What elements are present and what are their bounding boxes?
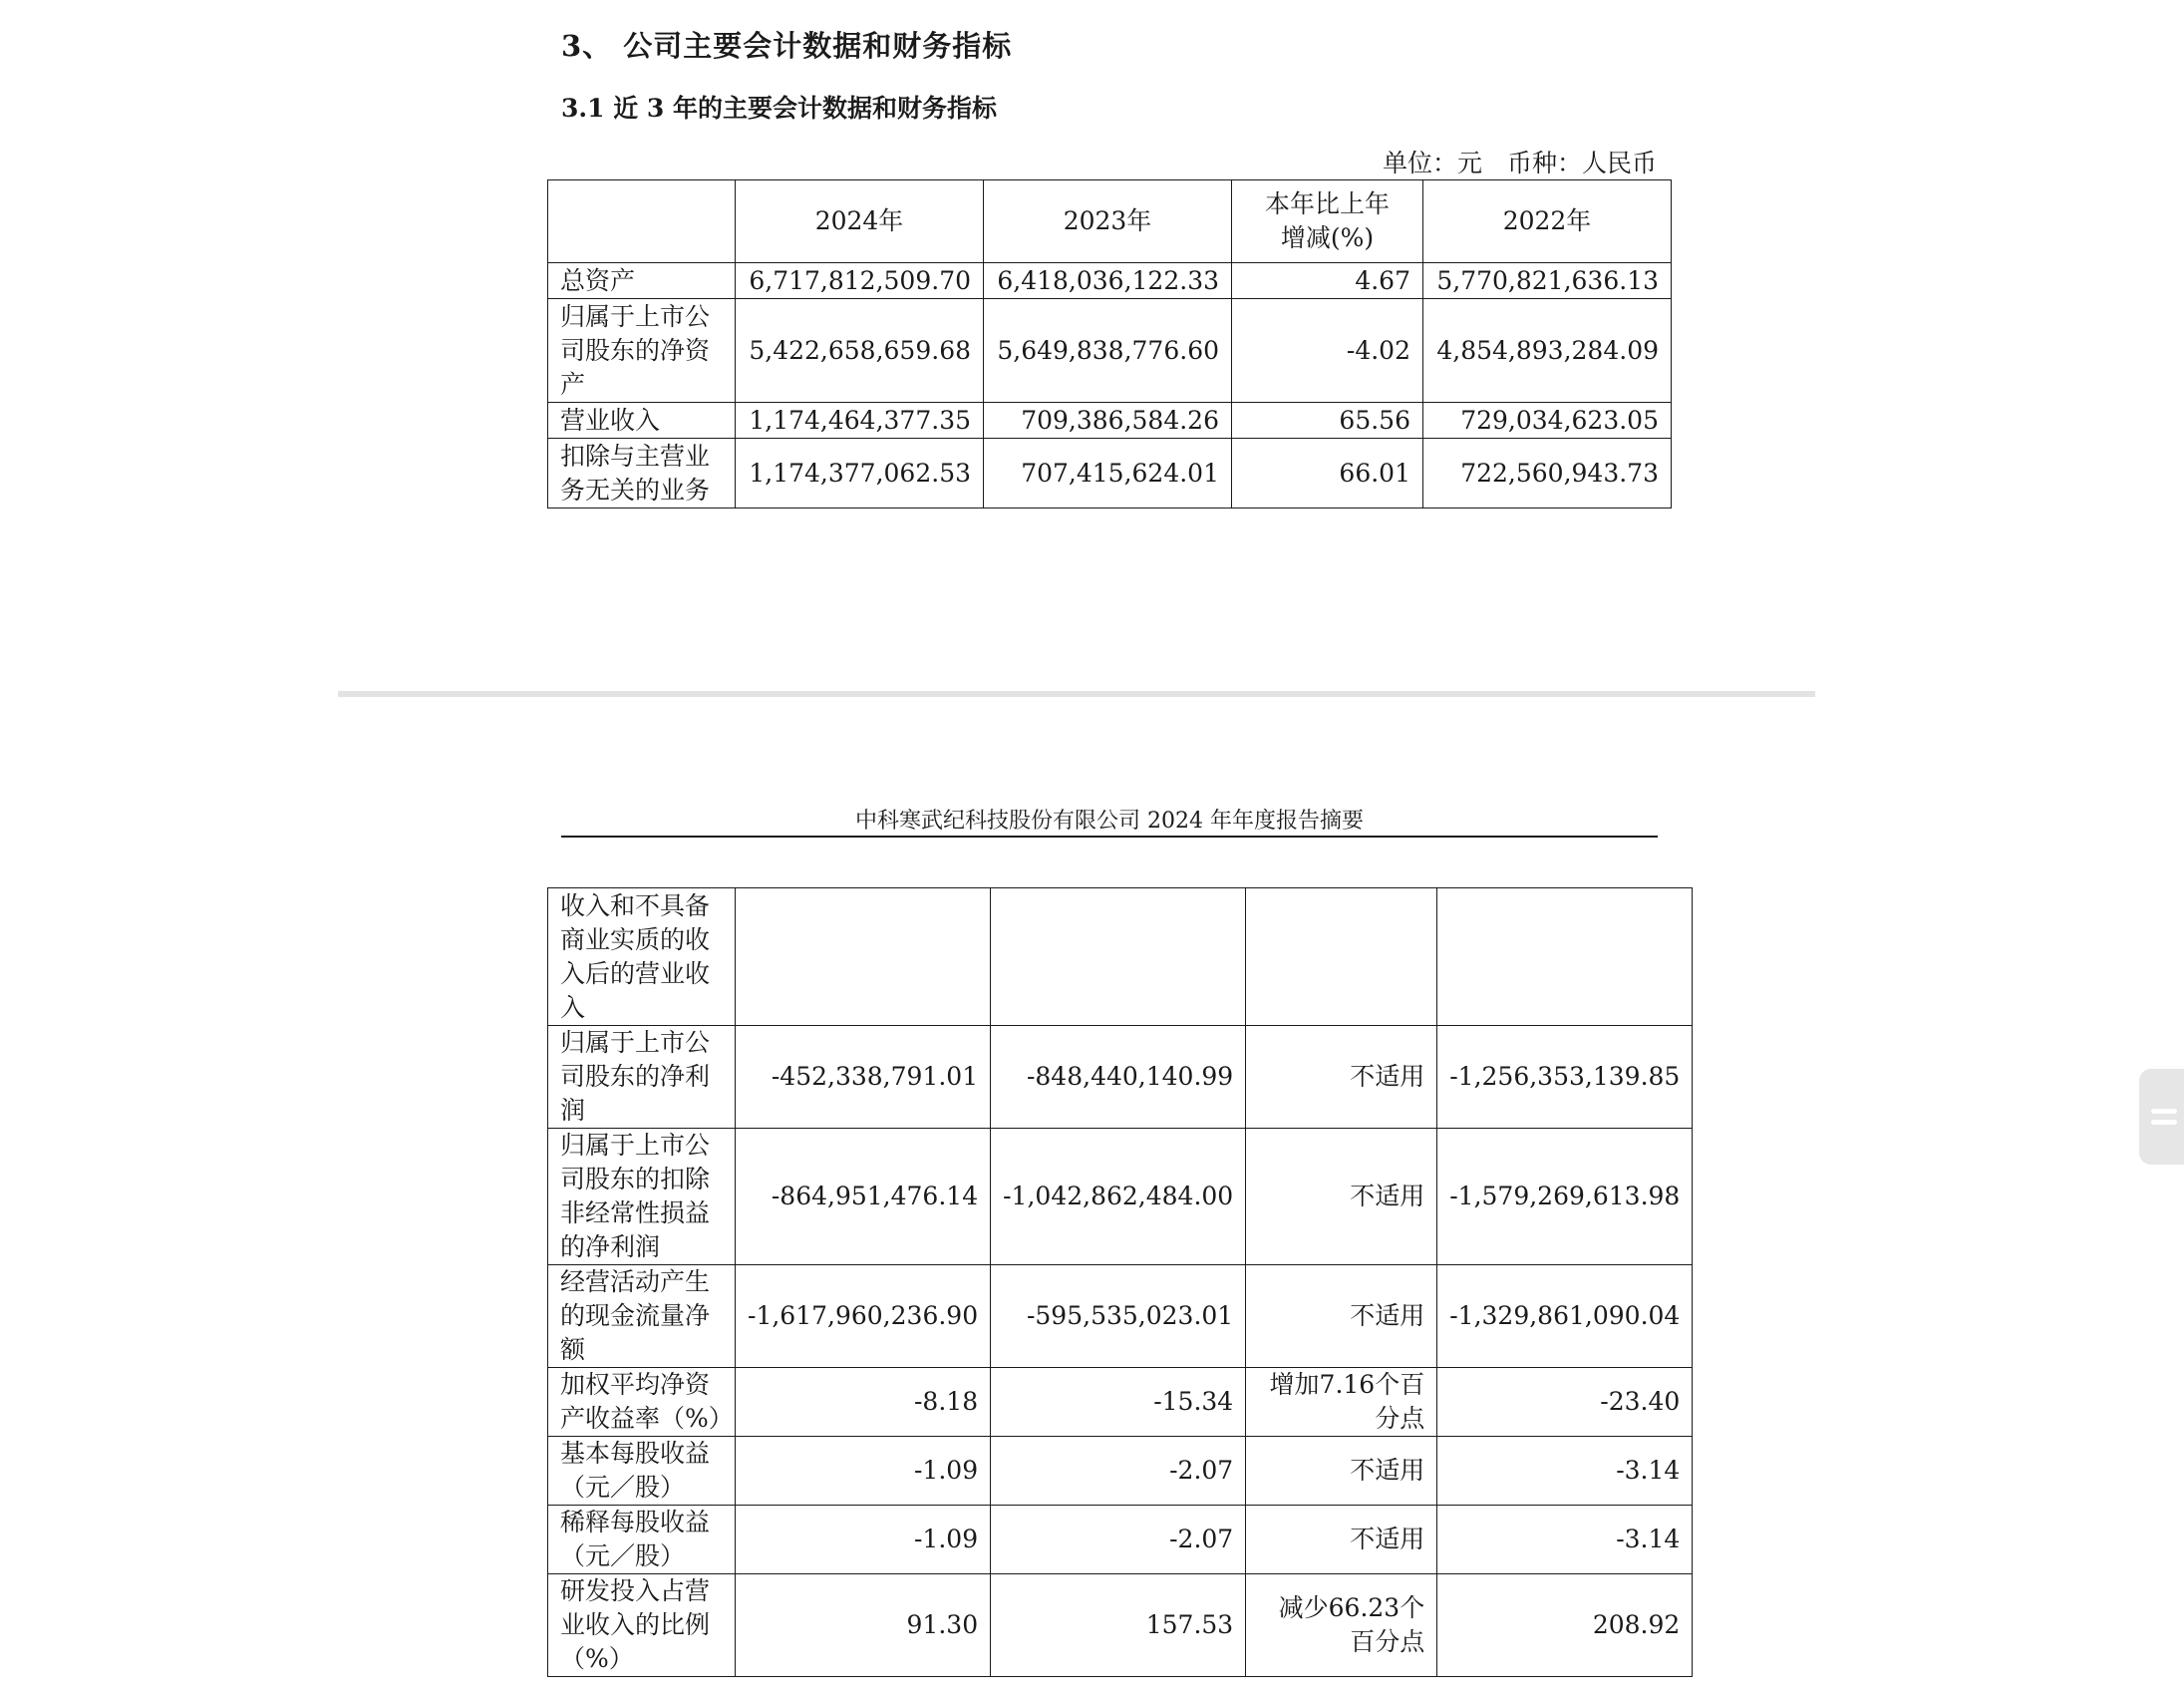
row-label: 加权平均净资产收益率（%） <box>548 1368 736 1437</box>
value-cell: 66.01 <box>1232 439 1423 509</box>
table-row <box>548 1026 1693 1129</box>
header-cell: 2022年 <box>1423 180 1672 263</box>
financial-table-part2 <box>547 887 1693 1677</box>
value-cell: 5,422,658,659.68 <box>736 299 984 403</box>
value-cell: -1,579,269,613.98 <box>1437 1129 1693 1265</box>
header-cell: 2024年 <box>736 180 984 263</box>
financial-table-part1 <box>547 179 1672 509</box>
menu-icon <box>2151 1120 2177 1125</box>
value-cell: -2.07 <box>991 1506 1246 1574</box>
value-cell: 65.56 <box>1232 403 1423 439</box>
value-cell: 5,770,821,636.13 <box>1423 263 1672 299</box>
row-label: 研发投入占营业收入的比例（%） <box>548 1574 736 1677</box>
value-cell: 1,174,464,377.35 <box>736 403 984 439</box>
value-cell: -1,329,861,090.04 <box>1437 1265 1693 1368</box>
value-cell: 不适用 <box>1246 1026 1437 1129</box>
row-label: 归属于上市公司股东的净利润 <box>548 1026 736 1129</box>
header-cell <box>548 180 736 263</box>
value-cell: 709,386,584.26 <box>984 403 1232 439</box>
row-label: 经营活动产生的现金流量净额 <box>548 1265 736 1368</box>
row-label: 归属于上市公司股东的净资产 <box>548 299 736 403</box>
value-cell: 707,415,624.01 <box>984 439 1232 509</box>
value-cell: -864,951,476.14 <box>736 1129 991 1265</box>
table-row <box>548 1574 1693 1677</box>
value-cell: -2.07 <box>991 1437 1246 1506</box>
table-row <box>548 439 1672 509</box>
table-header-row <box>548 180 1672 263</box>
row-label: 基本每股收益（元／股） <box>548 1437 736 1506</box>
table-row <box>548 1368 1693 1437</box>
value-cell: -3.14 <box>1437 1506 1693 1574</box>
value-cell: -848,440,140.99 <box>991 1026 1246 1129</box>
table-row <box>548 1506 1693 1574</box>
value-cell: 208.92 <box>1437 1574 1693 1677</box>
value-cell <box>736 888 991 1026</box>
running-header: 中科寒武纪科技股份有限公司 2024 年年度报告摘要 <box>855 809 1364 834</box>
value-cell <box>991 888 1246 1026</box>
value-cell: -1.09 <box>736 1506 991 1574</box>
report-page-top <box>0 0 2184 688</box>
table-row <box>548 1437 1693 1506</box>
table-row <box>548 1129 1693 1265</box>
row-label: 总资产 <box>548 263 736 299</box>
value-cell: 6,418,036,122.33 <box>984 263 1232 299</box>
value-cell: 4.67 <box>1232 263 1423 299</box>
menu-icon <box>2151 1109 2177 1114</box>
value-cell: -1.09 <box>736 1437 991 1506</box>
value-cell: 722,560,943.73 <box>1423 439 1672 509</box>
page-divider <box>338 691 1815 697</box>
value-cell: 1,174,377,062.53 <box>736 439 984 509</box>
value-cell: 6,717,812,509.70 <box>736 263 984 299</box>
value-cell: 不适用 <box>1246 1129 1437 1265</box>
value-cell: 729,034,623.05 <box>1423 403 1672 439</box>
table-row <box>548 1265 1693 1368</box>
value-cell: -23.40 <box>1437 1368 1693 1437</box>
value-cell: 不适用 <box>1246 1265 1437 1368</box>
row-label: 稀释每股收益（元／股） <box>548 1506 736 1574</box>
value-cell: -3.14 <box>1437 1437 1693 1506</box>
value-cell <box>1437 888 1693 1026</box>
row-label: 扣除与主营业务无关的业务 <box>548 439 736 509</box>
value-cell: 减少66.23个百分点 <box>1246 1574 1437 1677</box>
header-rule <box>561 836 1658 838</box>
value-cell: -452,338,791.01 <box>736 1026 991 1129</box>
value-cell: -1,256,353,139.85 <box>1437 1026 1693 1129</box>
value-cell: -8.18 <box>736 1368 991 1437</box>
section-subtitle: 3.1 近 3 年的主要会计数据和财务指标 <box>561 94 998 123</box>
value-cell: -1,617,960,236.90 <box>736 1265 991 1368</box>
row-label: 收入和不具备商业实质的收入后的营业收入 <box>548 888 736 1026</box>
table-row <box>548 299 1672 403</box>
side-panel-toggle[interactable] <box>2139 1069 2184 1165</box>
value-cell: -595,535,023.01 <box>991 1265 1246 1368</box>
table-row <box>548 403 1672 439</box>
row-label: 归属于上市公司股东的扣除非经常性损益的净利润 <box>548 1129 736 1265</box>
header-cell: 2023年 <box>984 180 1232 263</box>
unit-note: 单位：元 币种：人民币 <box>1382 149 1657 177</box>
section-title: 3、 公司主要会计数据和财务指标 <box>561 29 1013 63</box>
value-cell: -15.34 <box>991 1368 1246 1437</box>
value-cell: 增加7.16个百分点 <box>1246 1368 1437 1437</box>
value-cell: 不适用 <box>1246 1437 1437 1506</box>
value-cell: -1,042,862,484.00 <box>991 1129 1246 1265</box>
header-cell: 本年比上年 增减(%) <box>1232 180 1423 263</box>
value-cell: 不适用 <box>1246 1506 1437 1574</box>
table-row <box>548 888 1693 1026</box>
value-cell <box>1246 888 1437 1026</box>
value-cell: -4.02 <box>1232 299 1423 403</box>
value-cell: 91.30 <box>736 1574 991 1677</box>
value-cell: 157.53 <box>991 1574 1246 1677</box>
row-label: 营业收入 <box>548 403 736 439</box>
value-cell: 4,854,893,284.09 <box>1423 299 1672 403</box>
value-cell: 5,649,838,776.60 <box>984 299 1232 403</box>
table-row <box>548 263 1672 299</box>
